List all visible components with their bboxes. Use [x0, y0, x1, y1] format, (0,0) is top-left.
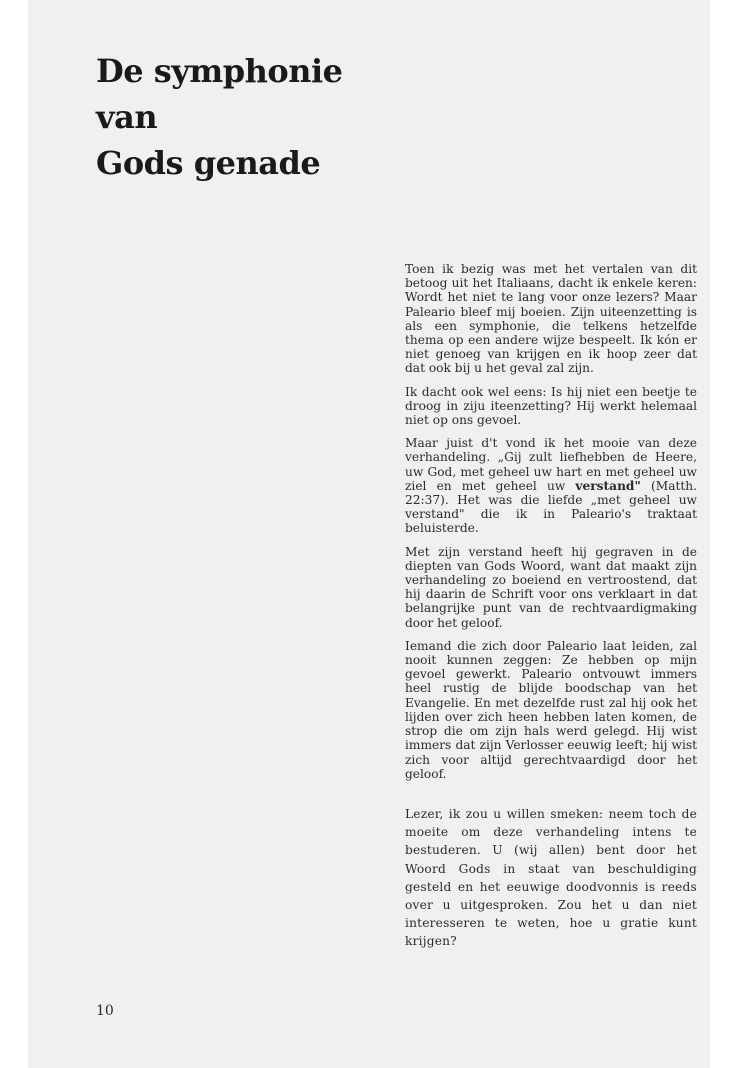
chapter-title-line-2: van	[96, 98, 158, 136]
chapter-title-line-3: Gods genade	[96, 144, 321, 182]
paragraph-3-text-after: (Matth. 22:37). Het was die liefde „met geheel uw verstand" die ik in Paleario's traktaat beluisterde.	[405, 478, 697, 536]
chapter-title	[96, 48, 342, 186]
paragraph-3	[405, 436, 697, 535]
paragraph-3-bold-word: verstand"	[575, 478, 641, 493]
paragraph-5: Iemand die zich door Paleario laat leiden, zal nooit kunnen zeggen: Ze hebben op mijn gevoel gewerkt. Paleario ontvouwt immers heel rustig de blijde boodschap van het Evangelie. En met dezelfde rust zal hij ook het lijden over zich heen hebben laten komen, de strop die om zijn hals werd gelegd. Hij wist immers dat zijn Verlosser eeuwig leeft; hij wist zich voor altijd gerechtvaardigd door het geloof.	[405, 638, 697, 781]
paragraph-1: Toen ik bezig was met het vertalen van dit betoog uit het Italiaans, dacht ik enkele keren: Wordt het niet te lang voor onze lezers? Maar Paleario bleef mij boeien. Zijn uiteenzetting is als een symphonie, die telkens hetzelfde thema op een andere wijze bespeelt. Ik kón er niet genoeg van krijgen en ik hoop zeer dat dat ook bij u het geval zal zijn.	[405, 262, 697, 376]
chapter-title-line-1: De symphonie	[96, 52, 343, 90]
paragraph-4: Met zijn verstand heeft hij gegraven in de diepten van Gods Woord, want dat maakt zijn verhandeling zo boeiend en vertroostend, dat hij daarin de Schrift voor ons verklaart in dat belangrijke punt van de rechtvaardigmaking door het geloof.	[405, 544, 697, 630]
paragraph-3-text-before: Maar juist d't vond ik het mooie van deze verhandeling. „Gij zult liefhebben de Heere, uw God, met geheel uw hart en met geheel uw ziel en met geheel uw	[405, 436, 697, 493]
body-text	[405, 262, 697, 960]
paragraph-6: Lezer, ik zou u willen smeken: neem toch de moeite om deze verhandeling intens te bestuderen. U (wij allen) bent door het Woord Gods in staat van beschuldiging gesteld en het eeuwige doodvonnis is reeds over u uitgesproken. Zou het u dan niet interesseren te weten, hoe u gratie kunt krijgen?	[405, 806, 697, 949]
page-number: 10	[96, 1003, 114, 1019]
paragraph-2: Ik dacht ook wel eens: Is hij niet een beetje te droog in ziju iteenzetting? Hij werkt helemaal niet op ons gevoel.	[405, 384, 697, 428]
